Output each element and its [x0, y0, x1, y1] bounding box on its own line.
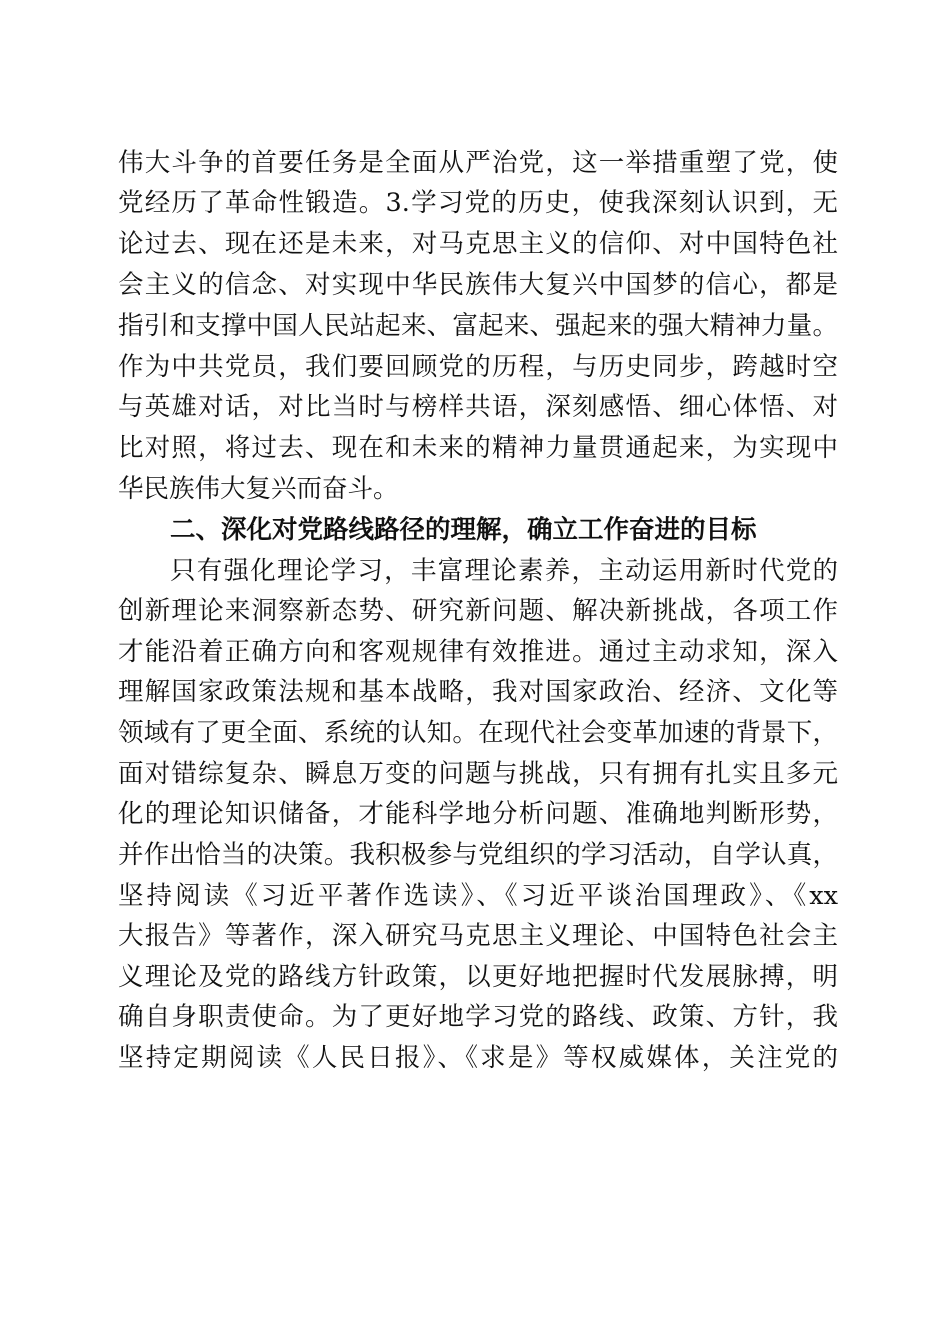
paragraph-line: 创新理论来洞察新态势、研究新问题、解决新挑战，各项工作 — [118, 596, 838, 626]
paragraph-line: 理解国家政策法规和基本战略，我对国家政治、经济、文化等 — [118, 677, 838, 707]
section-heading: 二、深化对党路线路径的理解，确立工作奋进的目标 — [170, 515, 757, 545]
paragraph-line: 并作出恰当的决策。我积极参与党组织的学习活动，自学认真， — [118, 840, 838, 870]
paragraph-line: 党经历了革命性锻造。3.学习党的历史，使我深刻认识到，无 — [118, 188, 838, 218]
paragraph-line: 比对照，将过去、现在和未来的精神力量贯通起来，为实现中 — [118, 433, 838, 463]
paragraph-line: 与英雄对话，对比当时与榜样共语，深刻感悟、细心体悟、对 — [118, 392, 838, 422]
paragraph-line: 会主义的信念、对实现中华民族伟大复兴中国梦的信心，都是 — [118, 270, 838, 300]
paragraph-line: 义理论及党的路线方针政策，以更好地把握时代发展脉搏，明 — [118, 962, 838, 992]
paragraph-line: 论过去、现在还是未来，对马克思主义的信仰、对中国特色社 — [118, 229, 838, 259]
paragraph-line: 只有强化理论学习，丰富理论素养，主动运用新时代党的 — [170, 556, 838, 586]
paragraph-line: 伟大斗争的首要任务是全面从严治党，这一举措重塑了党，使 — [118, 148, 838, 178]
paragraph-line: 作为中共党员，我们要回顾党的历程，与历史同步，跨越时空 — [118, 352, 838, 382]
paragraph-line: 大报告》等著作，深入研究马克思主义理论、中国特色社会主 — [118, 921, 838, 951]
paragraph-line: 坚持定期阅读《人民日报》、《求是》等权威媒体，关注党的 — [118, 1043, 838, 1073]
paragraph-line: 领域有了更全面、系统的认知。在现代社会变革加速的背景下， — [118, 718, 838, 748]
paragraph-line: 才能沿着正确方向和客观规律有效推进。通过主动求知，深入 — [118, 637, 838, 667]
paragraph-line: 坚持阅读《习近平著作选读》、《习近平谈治国理政》、《xx — [118, 881, 838, 911]
paragraph-line: 指引和支撑中国人民站起来、富起来、强起来的强大精神力量。 — [118, 311, 838, 341]
paragraph-line: 华民族伟大复兴而奋斗。 — [118, 474, 399, 504]
paragraph-line: 确自身职责使命。为了更好地学习党的路线、政策、方针，我 — [118, 1002, 838, 1032]
paragraph-line: 面对错综复杂、瞬息万变的问题与挑战，只有拥有扎实且多元 — [118, 759, 838, 789]
paragraph-line: 化的理论知识储备，才能科学地分析问题、准确地判断形势， — [118, 799, 838, 829]
